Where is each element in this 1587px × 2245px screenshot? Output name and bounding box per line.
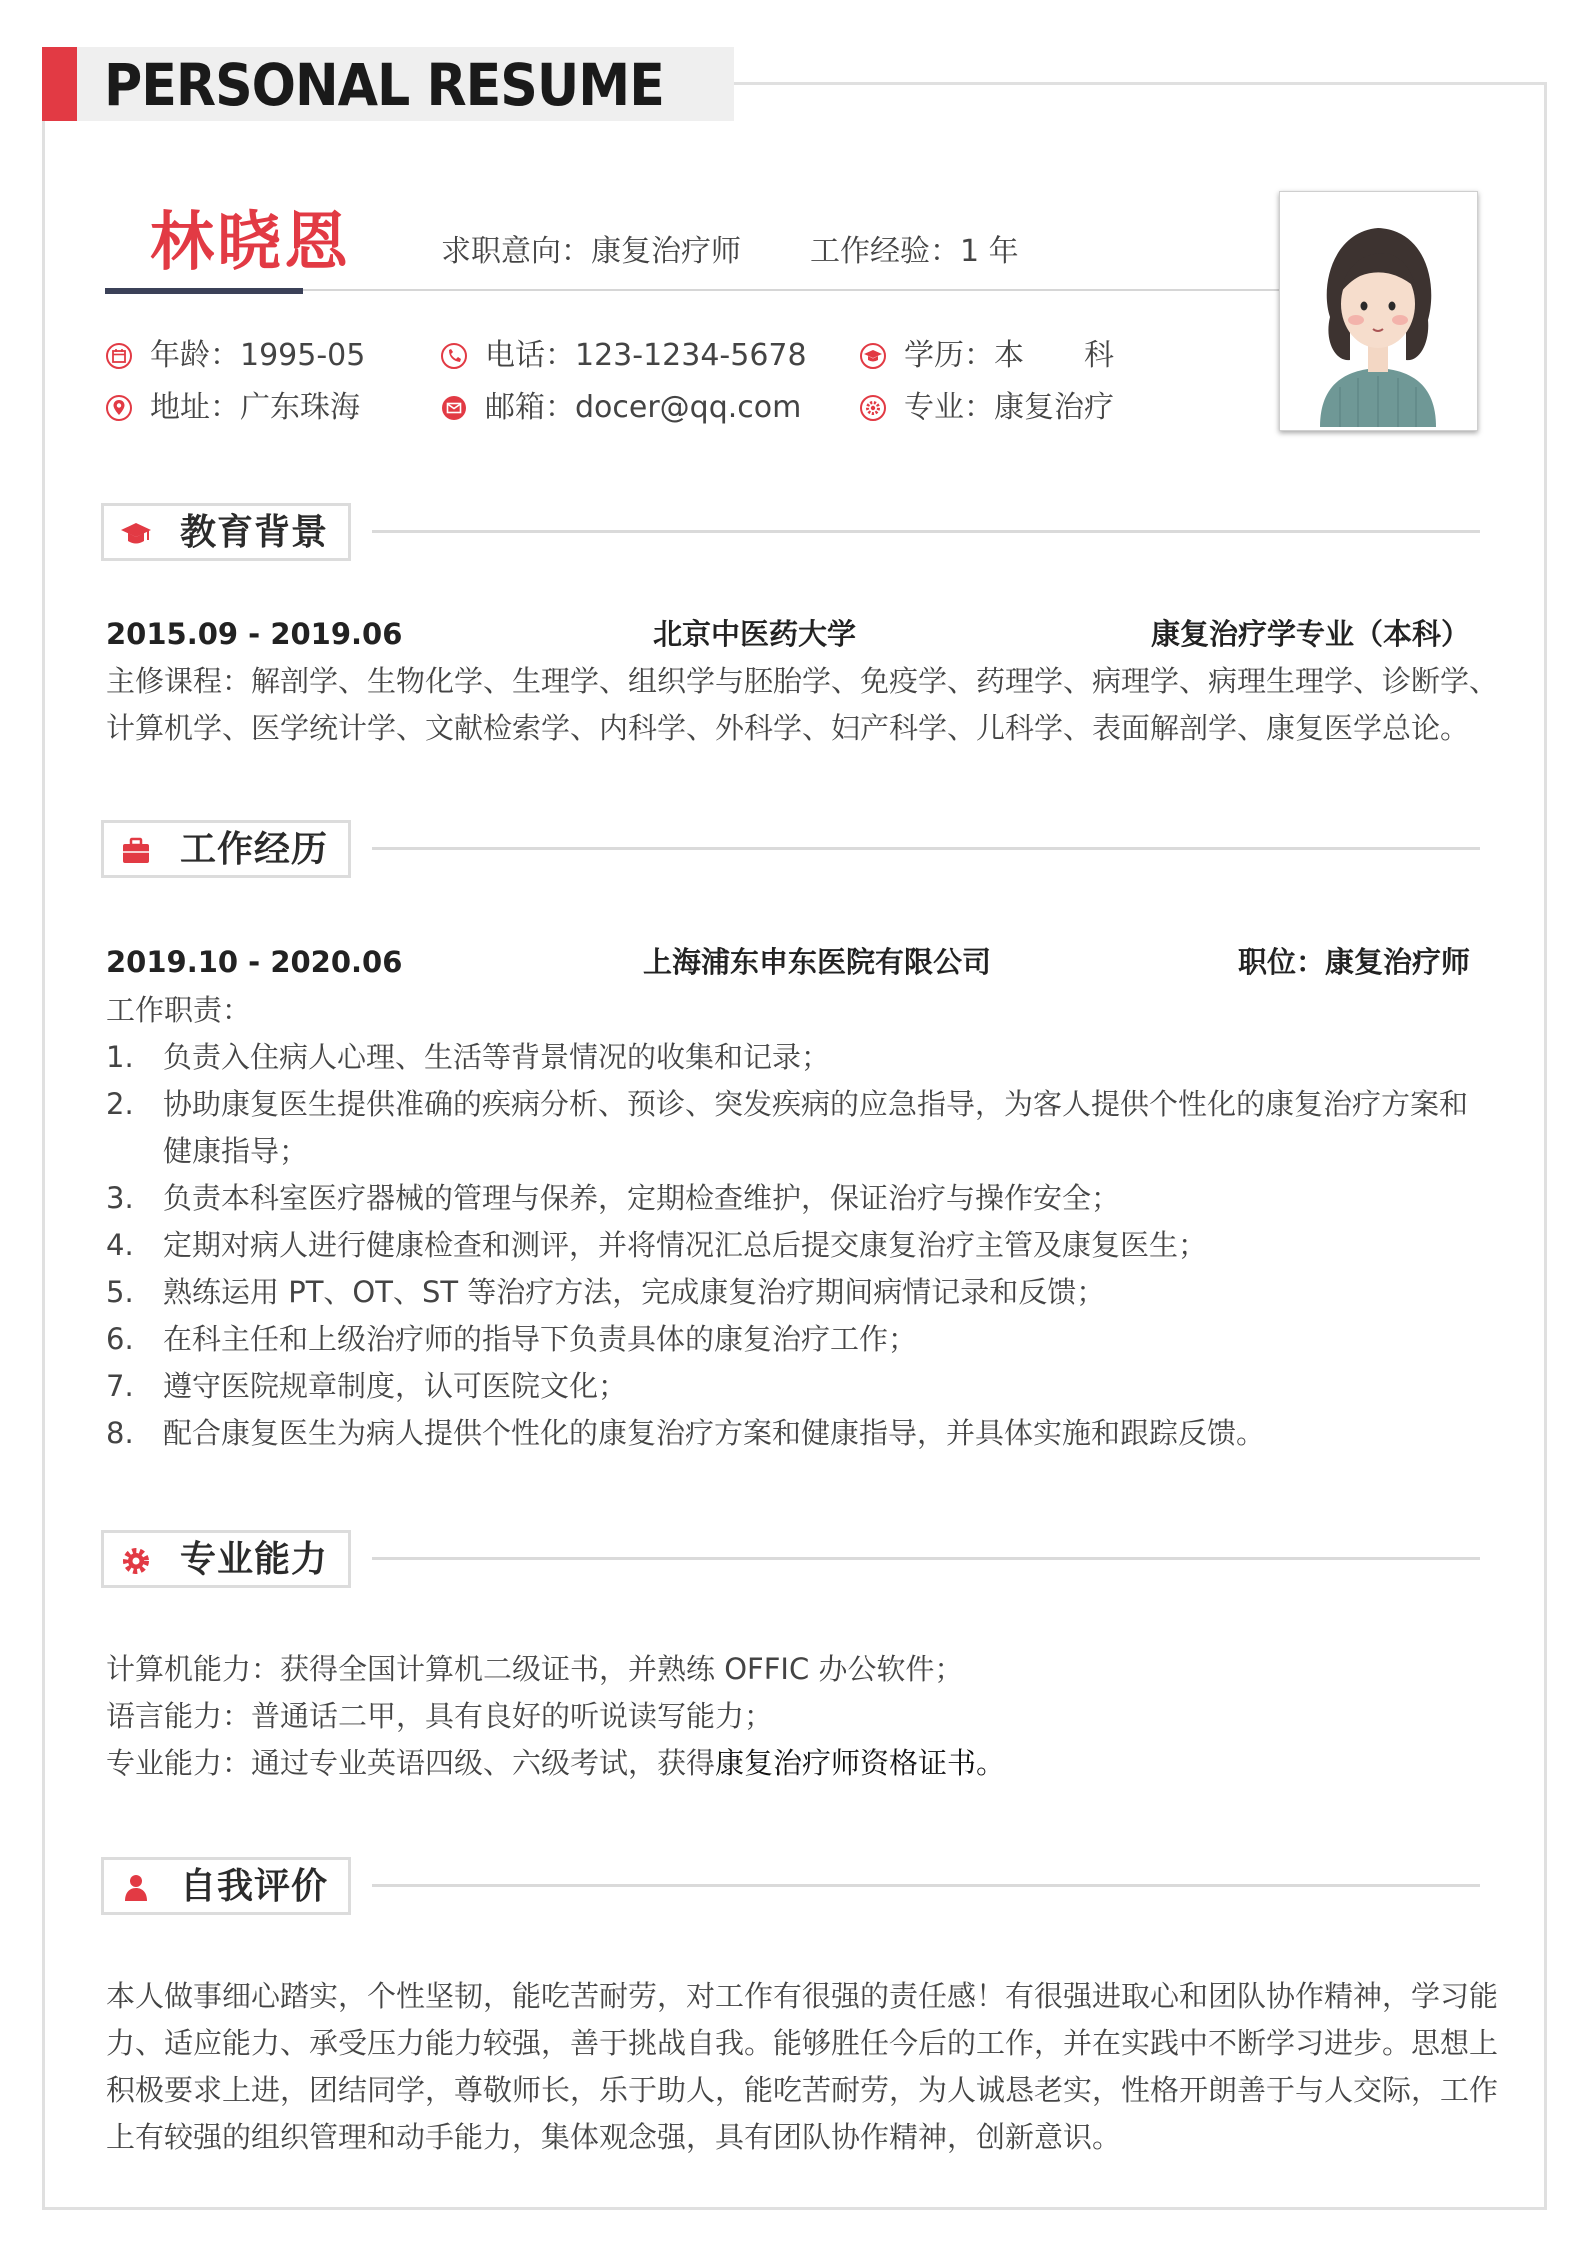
duty-text: 熟练运用 PT、OT、ST 等治疗方法，完成康复治疗期间病情记录和反馈； — [163, 1275, 1106, 1309]
candidate-name: 林晓恩 — [150, 206, 351, 280]
phone-icon — [441, 343, 467, 369]
self-eval-line: 积极要求上进，团结同学，尊敬师长，乐于助人，能吃苦耐劳，为人诚恳老实，性格开朗善于与人交际，工作 — [106, 2073, 1499, 2107]
degree: 康复治疗学专业（本科） — [1150, 617, 1470, 651]
name-underline — [105, 288, 303, 294]
job-intent: 求职意向：康复治疗师 — [441, 234, 741, 269]
graduation-cap-icon — [860, 343, 886, 369]
gear-icon — [120, 1545, 152, 1577]
education-level: 学历：本 科 — [904, 338, 1114, 373]
courses-line: 主修课程：解剖学、生物化学、生理学、组织学与胚胎学、免疫学、药理学、病理学、病理生理学、诊断学、 — [106, 664, 1499, 698]
skill-computer: 计算机能力：获得全国计算机二级证书，并熟练 OFFIC 办公软件； — [106, 1652, 964, 1686]
skill-professional-text: 专业能力：通过专业英语四级、六级考试，获得 — [106, 1746, 716, 1780]
self-eval-line: 力、适应能力、承受压力能力较强，善于挑战自我。能够胜任今后的工作，并在实践中不断学习进步。思想上 — [106, 2026, 1499, 2060]
duty-text: 负责入住病人心理、生活等背景情况的收集和记录； — [163, 1040, 831, 1074]
email: 邮箱：docer@qq.com — [485, 390, 802, 425]
section-divider — [372, 1884, 1480, 1887]
section-title: 工作经历 — [180, 829, 329, 870]
briefcase-icon — [120, 835, 152, 867]
address: 地址：广东珠海 — [150, 390, 360, 425]
education-period: 2015.09 - 2019.06 — [106, 617, 403, 651]
section-header-work — [101, 820, 351, 878]
skill-professional — [106, 1740, 1005, 1787]
certificate-name: 康复治疗师资格证书。 — [715, 1746, 1006, 1780]
email-icon — [441, 395, 467, 421]
work-experience-years: 工作经验：1 年 — [810, 234, 1019, 269]
duty-number: 3. — [106, 1181, 134, 1215]
person-icon — [120, 1872, 152, 1904]
section-divider — [372, 847, 1480, 850]
calendar-icon — [106, 343, 132, 369]
section-title: 自我评价 — [180, 1866, 329, 1907]
location-icon — [106, 395, 132, 421]
phone: 电话：123-1234-5678 — [485, 338, 807, 373]
section-title: 专业能力 — [180, 1539, 329, 1580]
duties-label: 工作职责： — [106, 993, 252, 1027]
section-title: 教育背景 — [180, 512, 329, 553]
work-period: 2019.10 - 2020.06 — [106, 945, 403, 979]
graduation-cap-icon — [120, 518, 152, 550]
section-header-self-evaluation — [101, 1857, 351, 1915]
resume-title: PERSONAL RESUME — [104, 51, 664, 119]
duty-text: 在科主任和上级治疗师的指导下负责具体的康复治疗工作； — [163, 1322, 918, 1356]
duty-text: 协助康复医生提供准确的疾病分析、预诊、突发疾病的应急指导，为客人提供个性化的康复治疗方案和健康指导； — [163, 1087, 1469, 1168]
age: 年龄：1995-05 — [150, 338, 366, 373]
courses-line: 计算机学、医学统计学、文献检索学、内科学、外科学、妇产科学、儿科学、表面解剖学、康复医学总论。 — [106, 711, 1470, 745]
duty-text: 配合康复医生为病人提供个性化的康复治疗方案和健康指导，并具体实施和跟踪反馈。 — [163, 1416, 1266, 1450]
duty-number: 2. — [106, 1087, 134, 1121]
skill-language: 语言能力：普通话二甲，具有良好的听说读写能力； — [106, 1699, 774, 1733]
duty-text: 遵守医院规章制度，认可医院文化； — [163, 1369, 628, 1403]
gear-icon — [860, 395, 886, 421]
major: 专业：康复治疗 — [904, 390, 1114, 425]
section-divider — [372, 530, 1480, 533]
profile-photo — [1279, 191, 1478, 431]
self-eval-line: 上有较强的组织管理和动手能力，集体观念强，具有团队协作精神，创新意识。 — [106, 2120, 1122, 2154]
duty-number: 1. — [106, 1040, 134, 1074]
duty-number: 8. — [106, 1416, 134, 1450]
duty-number: 7. — [106, 1369, 134, 1403]
duty-text: 负责本科室医疗器械的管理与保养，定期检查维护，保证治疗与操作安全； — [163, 1181, 1121, 1215]
self-eval-line: 本人做事细心踏实，个性坚韧，能吃苦耐劳，对工作有很强的责任感！有很强进取心和团队协作精神，学习能 — [106, 1979, 1499, 2013]
section-divider — [372, 1557, 1480, 1560]
company-name: 上海浦东申东医院有限公司 — [643, 945, 992, 979]
school-name: 北京中医药大学 — [653, 617, 857, 651]
duty-text: 定期对病人进行健康检查和测评，并将情况汇总后提交康复治疗主管及康复医生； — [163, 1228, 1208, 1262]
duty-number: 6. — [106, 1322, 134, 1356]
avatar-illustration — [1280, 192, 1477, 430]
duty-number: 5. — [106, 1275, 134, 1309]
header-accent-bar — [42, 47, 77, 121]
position: 职位：康复治疗师 — [1237, 945, 1470, 979]
section-header-education — [101, 503, 351, 561]
name-divider — [303, 289, 1281, 291]
section-header-skills — [101, 1530, 351, 1588]
duty-number: 4. — [106, 1228, 134, 1262]
